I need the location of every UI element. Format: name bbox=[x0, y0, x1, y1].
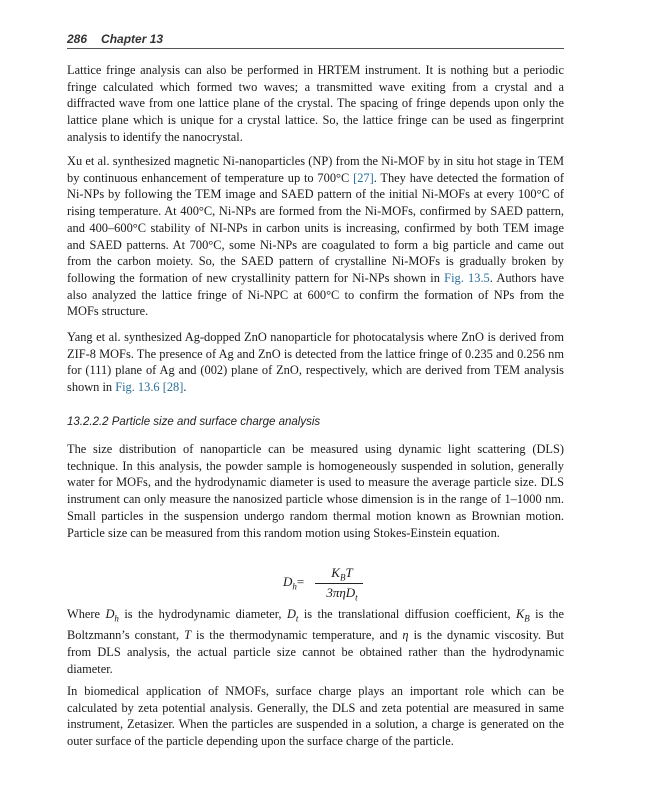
equation-numerator: $K_BT$ bbox=[331, 565, 353, 583]
paragraph-zeta: In biomedical application of NMOFs, surface charge plays an important role which can be calculated by zeta potential analysis. Generally, the DLS and zeta potential are measured in same instrument, Zetasizer. When the particles are suspended in a solution, a charge is generated on the outer surface of the particle depending upon the surface charge of the particle. bbox=[67, 684, 564, 749]
text: . Authors have also analyzed the lattice fringe of Ni-NPC at 600°C to confirm the formation of NPs from the MOFs structure. bbox=[67, 270, 564, 319]
figure-link[interactable]: Fig. 13.6 [28] bbox=[115, 380, 184, 395]
equation-lhs: $D_h=$ bbox=[283, 574, 305, 592]
equation-denominator: 3πηD$_t$ bbox=[326, 585, 358, 603]
stokes-einstein-equation bbox=[283, 565, 403, 609]
text: Yang et al. synthesized Ag-dopped ZnO nanoparticle for photocatalysis where ZnO is derived from ZIF-8 MOFs. The presence of Ag and ZnO is detected from the lattice fringe of 0.235 and 0.256 nm for (111) plane of Ag and (002) plane of ZnO, respectively, which are derived from TEM analysis shown in bbox=[67, 330, 564, 395]
chapter-title: Chapter 13 bbox=[101, 32, 164, 46]
running-header bbox=[67, 30, 564, 49]
text: . bbox=[183, 380, 187, 395]
text: . They have detected the formation of Ni-NPs by following the TEM image and SAED pattern of the initial Ni-MOFs at every 100°C of rising temperature. At 400°C, Ni-NPs are formed from the Ni-MOFs, confirmed by SAED pattern, and 400–600°C stability of NI-NPs in carbon units is increasing, confirmed by both TEM image and SAED patterns. At 700°C, some Ni-NPs are coagulated to form a big particle and came out from the carbon moiety. So, the SAED pattern of crystalline Ni-MOFs is gradually broken by following the formation of new crystallinity pattern for Ni-NPs shown in bbox=[67, 170, 564, 285]
section-heading: 13.2.2.2 Particle size and surface charge analysis bbox=[67, 416, 321, 428]
page-number: 286 bbox=[67, 32, 88, 46]
paragraph-dls: The size distribution of nanoparticle can be measured using dynamic light scattering (DLS) technique. In this analysis, the powder sample is homogeneously suspended in solution, generally water for MOFs, and the hydrodynamic diameter is used to measure the average particle size. DLS instrument can only measure the nanosized particle whose dimension is in the range of 1–1000 nm. Small particles in the suspension undergo random thermal motion known as Brownian motion. Particle size can be measured from this random motion using Stokes-Einstein equation. bbox=[67, 442, 564, 540]
citation-link[interactable]: [27] bbox=[353, 170, 374, 185]
paragraph-lattice-fringe: Lattice fringe analysis can also be performed in HRTEM instrument. It is nothing but a periodic fringe calculated which formed two waves; a transmitted wave exiting from a crystal and a diffracted wave from one lattice plane of the crystal. The spacing of fringe depends upon only the lattice plane which is unique for a crystal lattice. So, the lattice fringe can be used as fingerprint analysis to identify the nanocrystal. bbox=[67, 63, 564, 144]
text: Xu et al. synthesized magnetic Ni-nanoparticles (NP) from the Ni-MOF by in situ hot stage in TEM by continuous enhancement of temperature up to 700°C bbox=[67, 154, 564, 185]
paragraph-where: Where $D_h$ is the hydrodynamic diameter, $D_t$ is the translational diffusion coefficient, $K_B$ is the Boltzmann’s constant, T is the thermodynamic temperature, and η is the dynamic viscosity. But from DLS analysis, the actual particle size cannot be obtained rather than the hydrodynamic diameter. bbox=[67, 607, 564, 676]
paragraph-yang bbox=[67, 329, 564, 396]
figure-link[interactable]: Fig. 13.5 bbox=[444, 270, 490, 285]
fraction-bar bbox=[315, 583, 363, 584]
paragraph-xu bbox=[67, 153, 564, 320]
